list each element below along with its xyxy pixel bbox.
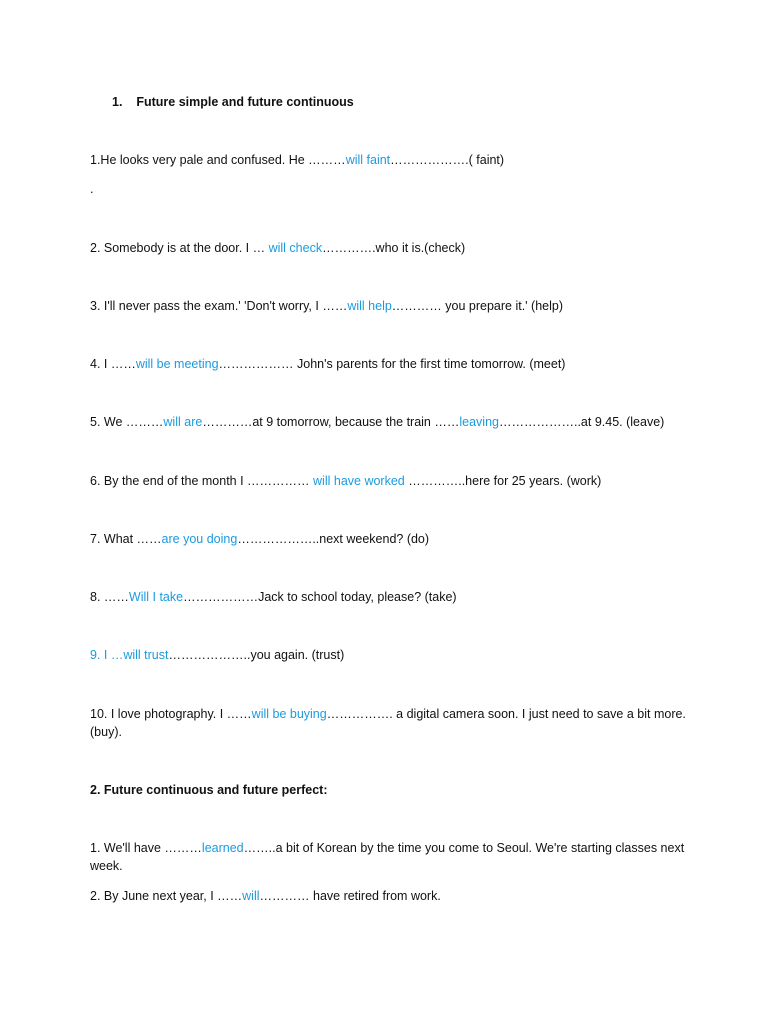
exercise-item-4: [90, 355, 690, 373]
item-text: …………..here for 25 years. (work): [404, 474, 602, 488]
answer-text: learned: [201, 841, 244, 855]
exercise2-item-1: [90, 839, 690, 875]
exercise-item-8: [90, 588, 690, 606]
item-text: …………at 9 tomorrow, because the train ……: [202, 415, 460, 429]
answer-text: will have worked: [313, 474, 405, 488]
item-text: ………….who it is.(check): [322, 241, 466, 255]
answer-text: will help: [347, 299, 392, 313]
answer-text: will: [242, 889, 260, 903]
item-text: ………… you prepare it.' (help): [391, 299, 563, 313]
exercise-item-2: [90, 239, 690, 257]
section-2-heading: [90, 781, 690, 799]
answer-text: will check: [268, 241, 323, 255]
exercise2-item-2: [90, 887, 690, 905]
answer-text: will be buying: [251, 707, 327, 721]
exercise-item-10: [90, 705, 690, 741]
item-text: 10. I love photography. I ……: [90, 707, 252, 721]
item-text: 8. ……: [90, 590, 129, 604]
answer-text: leaving: [459, 415, 499, 429]
exercise-item-1: [90, 151, 690, 169]
exercise-item-6: [90, 472, 690, 490]
section-1-title: Future simple and future continuous: [136, 95, 354, 109]
exercise-item-3: [90, 297, 690, 315]
exercise-item-5: [90, 413, 690, 431]
item-text: 4. I ……: [90, 357, 136, 371]
answer-text: will are: [163, 415, 203, 429]
item-text: ………………..you again. (trust): [168, 648, 345, 662]
item-text: ………………Jack to school today, please? (take): [183, 590, 457, 604]
item-text: 7. What ……: [90, 532, 162, 546]
item-text: ………………..at 9.45. (leave): [498, 415, 665, 429]
item-text: 1. We'll have ………: [90, 841, 202, 855]
section-2-title: 2. Future continuous and future perfect:: [90, 783, 328, 797]
section-1-number: 1.: [112, 95, 123, 109]
item-text: ………… have retired from work.: [259, 889, 441, 903]
item-text: 5. We ………: [90, 415, 164, 429]
item-text: ……………… John's parents for the first time tomorrow. (meet): [218, 357, 566, 371]
stray-dot: [90, 180, 690, 198]
answer-text: are you doing: [161, 532, 238, 546]
item-text: 2. By June next year, I ……: [90, 889, 243, 903]
item-text: 2. Somebody is at the door. I …: [90, 241, 269, 255]
item-text: 6. By the end of the month I ……………: [90, 474, 314, 488]
item-text: 1.He looks very pale and confused. He ………: [90, 153, 346, 167]
answer-text: will be meeting: [135, 357, 219, 371]
answer-text: will faint: [345, 153, 391, 167]
item-text: 3. I'll never pass the exam.' 'Don't worry, I ……: [90, 299, 348, 313]
answer-text: 9. I …will trust: [90, 648, 169, 662]
item-text: ……..a bit of Korean by the time you come to Seoul. We're starting classes next week.: [90, 841, 685, 873]
answer-text: Will I take: [128, 590, 184, 604]
item-text: ………………..next weekend? (do): [237, 532, 430, 546]
exercise-item-9: [90, 646, 690, 664]
item-text: ……………….( faint): [390, 153, 505, 167]
item-text: ……………. a digital camera soon. I just need to save a bit more. (buy).: [90, 707, 686, 739]
section-1-heading: [112, 93, 712, 111]
dot-text: .: [90, 182, 94, 196]
exercise-item-7: [90, 530, 690, 548]
